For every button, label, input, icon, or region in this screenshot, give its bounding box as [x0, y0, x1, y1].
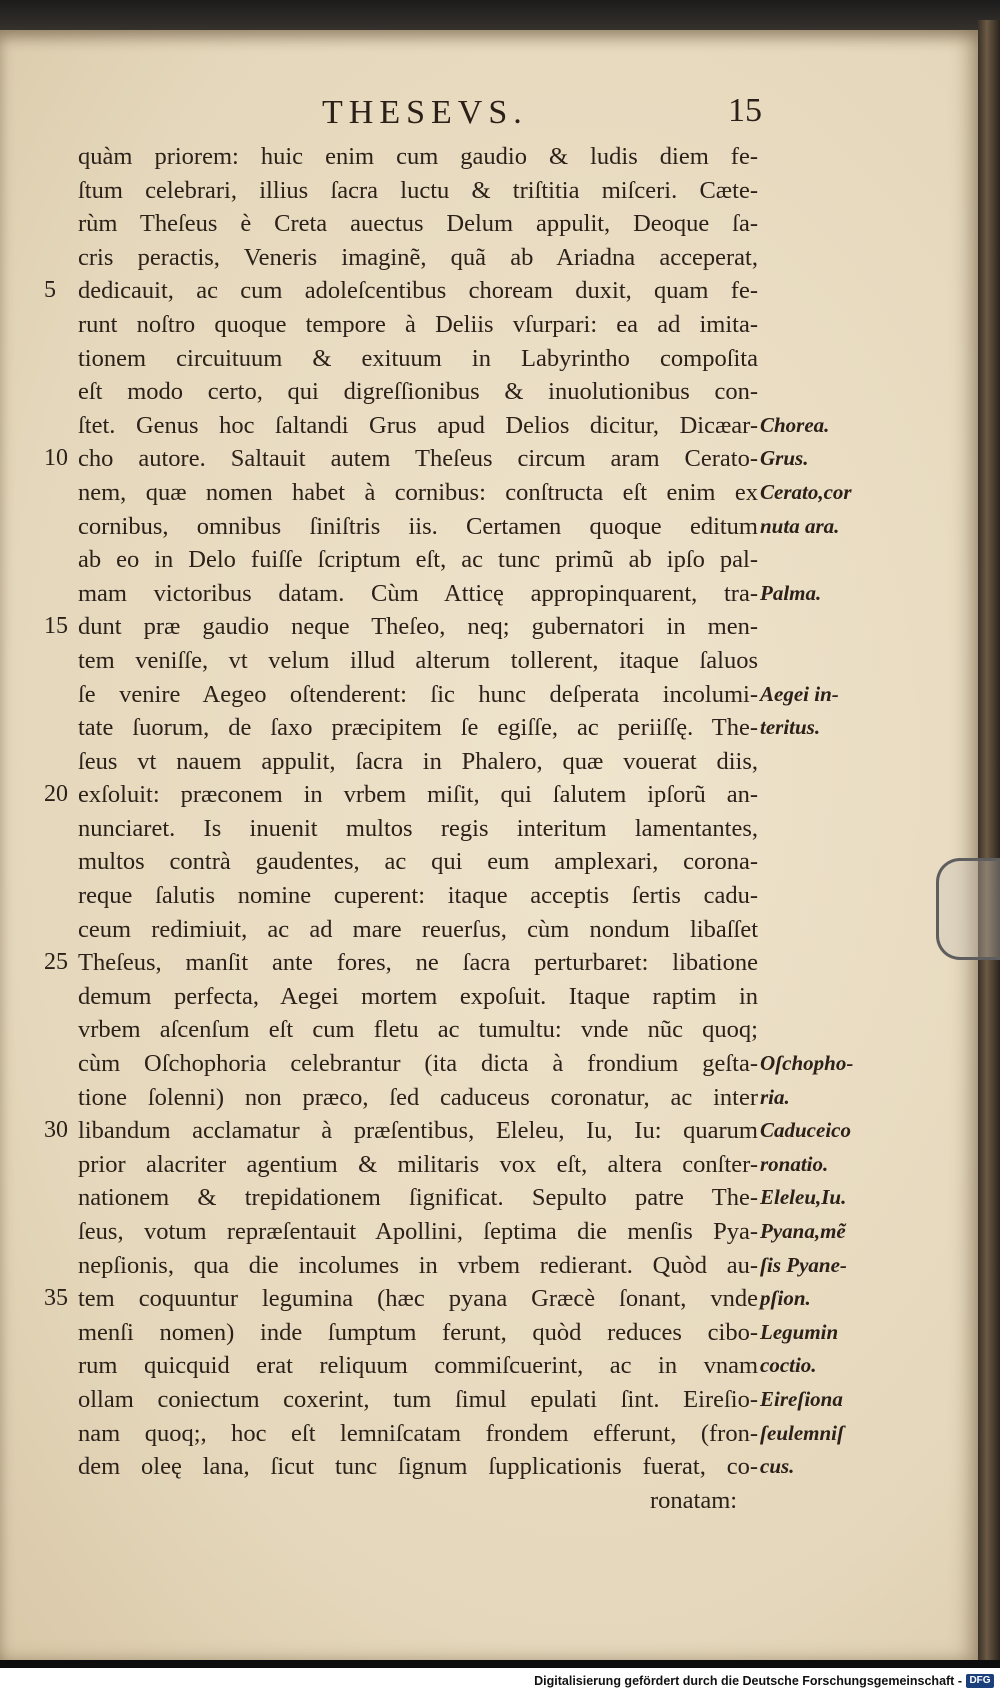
line-number: 30	[44, 1117, 68, 1144]
line-text: cho autore. Saltauit autem Theſeus circum aram Cerato-	[78, 445, 758, 473]
line-text: tione ſolenni) non præco, ſed caduceus coronatur, ac inter	[78, 1083, 758, 1111]
marginal-gloss: Legumin	[760, 1319, 839, 1344]
line-text: exſoluit: præconem in vrbem miſit, qui ſalutem ipſorũ an-	[78, 781, 758, 809]
line-text: multos contrà gaudentes, ac qui eum amplexari, corona-	[78, 848, 758, 876]
text-line	[78, 644, 758, 678]
text-line	[78, 845, 758, 879]
text-line	[78, 543, 758, 577]
marginal-gloss: Caduceico	[760, 1118, 851, 1143]
text-line	[44, 610, 758, 644]
folio-number: 15	[728, 92, 762, 129]
marginal-gloss: Pyana,mẽ	[760, 1219, 846, 1243]
text-line	[78, 342, 758, 376]
line-text: tem veniſſe, vt velum illud alterum tollerent, itaque ſaluos	[78, 646, 758, 674]
text-line	[78, 745, 758, 779]
text-line	[44, 1114, 851, 1148]
text-line	[78, 510, 840, 544]
text-line	[44, 274, 758, 308]
text-line	[78, 308, 758, 342]
text-line	[78, 879, 758, 913]
page-clip	[936, 858, 1000, 960]
line-text: dem oleę lana, ſicut tunc ſignum ſupplicationis fuerat, co-	[78, 1453, 758, 1481]
line-number: 15	[44, 613, 68, 640]
text-line	[78, 1081, 790, 1115]
text-line	[78, 1047, 854, 1081]
line-text: cris peractis, Veneris imaginẽ, quã ab Ariadna acceperat,	[78, 243, 758, 271]
marginal-gloss: ſeulemniſ	[760, 1420, 844, 1445]
line-number: 10	[44, 445, 68, 472]
line-text: rùm Theſeus è Creta auectus Delum appulit, Deoque ſa-	[78, 210, 758, 238]
marginal-gloss: Eireſiona	[760, 1386, 843, 1411]
text-line	[78, 409, 830, 443]
text-line	[44, 1282, 811, 1316]
line-text: rum quicquid erat reliquum commiſcuerint, ac in vnam	[78, 1352, 758, 1380]
text-line	[78, 375, 758, 409]
marginal-gloss: Oſchopho-	[760, 1051, 854, 1076]
text-line	[44, 442, 809, 476]
line-text: mam victoribus datam. Cùm Atticę appropinquarent, tra-	[78, 579, 758, 607]
line-text: nunciaret. Is inuenit multos regis interitum lamentantes,	[78, 814, 758, 842]
text-line	[78, 1249, 847, 1283]
line-text: ſtet. Genus hoc ſaltandi Grus apud Delios dicitur, Dicæar-	[78, 411, 758, 439]
text-line	[78, 1181, 847, 1215]
text-line	[78, 1215, 846, 1249]
text-line	[78, 1417, 844, 1451]
text-line	[78, 241, 758, 275]
text-line	[78, 207, 758, 241]
line-text: ab eo in Delo fuiſſe ſcriptum eſt, ac tunc primũ ab ipſo pal-	[78, 546, 758, 574]
line-text: dunt præ gaudio neque Theſeo, neq; gubernatori in men-	[78, 613, 758, 641]
marginal-gloss: Cerato,cor	[760, 479, 852, 504]
main-text	[44, 140, 854, 1517]
text-line	[44, 946, 758, 980]
text-line	[78, 1148, 829, 1182]
line-number: 35	[44, 1285, 68, 1312]
digitization-credit: Digitalisierung gefördert durch die Deutsche Forschungsgemeinschaft -	[534, 1674, 962, 1688]
text-line	[78, 678, 839, 712]
catchword-line	[78, 1484, 758, 1518]
line-text: ſeus vt nauem appulit, ſacra in Phalero, quæ vouerat diis,	[78, 747, 758, 775]
text-line	[78, 174, 758, 208]
line-text: cornibus, omnibus ſiniſtris iis. Certamen quoque editum	[78, 512, 758, 540]
marginal-gloss: Grus.	[760, 446, 809, 471]
line-text: tate ſuorum, de ſaxo præcipitem ſe egiſſe, ac periiſſę. The-	[78, 714, 758, 742]
line-text: cùm Oſchophoria celebrantur (ita dicta à frondium geſta-	[78, 1050, 758, 1078]
book-fore-edge	[978, 20, 1000, 1660]
text-line	[78, 140, 758, 174]
line-text: dedicauit, ac cum adoleſcentibus choream duxit, quam fe-	[78, 277, 758, 305]
marginal-gloss: Eleleu,Iu.	[760, 1185, 847, 1210]
marginal-gloss: teritus.	[760, 715, 821, 740]
line-text: nationem & trepidationem ſignificat. Sepulto patre The-	[78, 1184, 758, 1212]
marginal-gloss: cus.	[760, 1454, 795, 1479]
text-line	[78, 980, 758, 1014]
text-line	[78, 711, 821, 745]
text-line	[78, 1013, 758, 1047]
line-text: prior alacriter agentium & militaris vox eſt, altera conſter-	[78, 1150, 758, 1178]
marginal-gloss: coctio.	[760, 1353, 817, 1378]
text-line	[78, 577, 822, 611]
marginal-gloss: pſion.	[760, 1286, 811, 1311]
line-text: quàm priorem: huic enim cum gaudio & ludis diem fe-	[78, 143, 758, 170]
line-number: 20	[44, 781, 68, 808]
footer-bar	[0, 1668, 1000, 1697]
line-text: ſeus, votum repræſentauit Apollini, ſeptima die menſis Pya-	[78, 1218, 758, 1245]
dfg-logo-icon: DFG	[966, 1674, 994, 1688]
line-text: eſt modo certo, qui digreſſionibus & inuolutionibus con-	[78, 378, 758, 406]
line-text: ceum redimiuit, ac ad mare reuerſus, cùm nondum libaſſet	[78, 915, 758, 943]
line-number: 25	[44, 949, 68, 976]
line-text: reque ſalutis nomine cuperent: itaque acceptis ſertis cadu-	[78, 882, 758, 910]
text-line	[78, 1450, 795, 1484]
line-text: tionem circuituum & exituum in Labyrintho compoſita	[78, 344, 758, 372]
line-text: ſtum celebrari, illius ſacra luctu & triſtitia miſceri. Cæte-	[78, 176, 758, 204]
line-text: vrbem aſcenſum eſt cum fletu ac tumultu: vnde nũc quoq;	[78, 1016, 758, 1044]
line-text: menſi nomen) inde ſumptum ferunt, quòd reduces cibo-	[78, 1318, 758, 1346]
marginal-gloss: nuta ara.	[760, 513, 840, 538]
text-line	[78, 1383, 843, 1417]
marginal-gloss: ronatio.	[760, 1151, 829, 1176]
line-text: nam quoq;, hoc eſt lemniſcatam frondem efferunt, (fron-	[78, 1419, 758, 1447]
text-line	[44, 778, 758, 812]
text-line	[78, 476, 852, 510]
marginal-gloss: ria.	[760, 1084, 790, 1109]
text-line	[78, 1316, 839, 1350]
line-text: nem, quæ nomen habet à cornibus: conſtructa eſt enim ex	[78, 478, 758, 506]
text-line	[78, 913, 758, 947]
line-number: 5	[44, 277, 56, 304]
line-text: Theſeus, manſit ante fores, ne ſacra perturbaret: libatione	[78, 949, 758, 977]
line-text: ſe venire Aegeo oſtenderent: ſic hunc deſperata incolumi-	[78, 680, 758, 708]
line-text: libandum acclamatur à præſentibus, Eleleu, Iu, Iu: quarum	[78, 1117, 758, 1145]
marginal-gloss: ſis Pyane-	[760, 1252, 847, 1277]
running-title: THESEVS.	[322, 94, 528, 131]
marginal-gloss: Palma.	[760, 580, 822, 605]
line-text: nepſionis, qua die incolumes in vrbem redierant. Quòd au-	[78, 1251, 758, 1279]
marginal-gloss: Aegei in-	[760, 681, 839, 706]
marginal-gloss: Chorea.	[760, 412, 830, 437]
line-text: ollam coniectum coxerint, tum ſimul epulati ſint. Eireſio-	[78, 1385, 758, 1413]
page-header	[0, 94, 980, 138]
line-text: tem coquuntur legumina (hæc pyana Græcè ſonant, vnde	[78, 1285, 758, 1313]
text-line	[78, 1349, 817, 1383]
text-line	[78, 812, 758, 846]
line-text: runt noſtro quoque tempore à Deliis vſurpari: ea ad imita-	[78, 310, 758, 338]
line-text: demum perfecta, Aegei mortem expoſuit. Itaque raptim in	[78, 982, 758, 1010]
catchword: ronatam:	[650, 1486, 738, 1514]
